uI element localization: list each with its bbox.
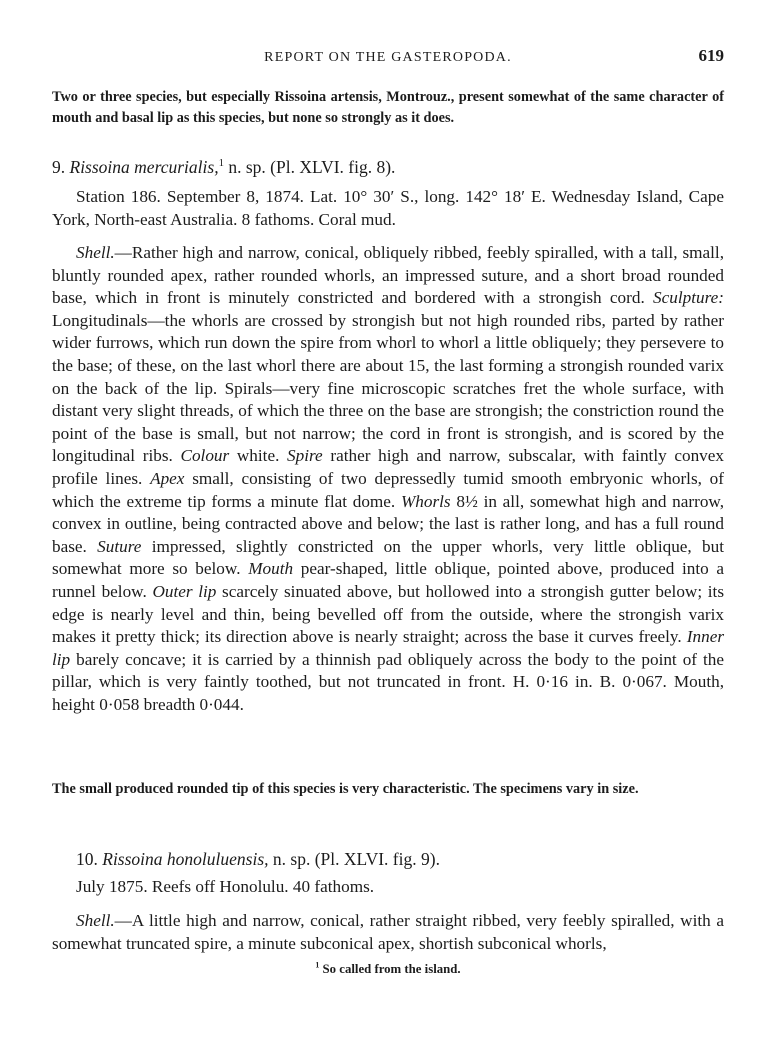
- apex-text: small, consisting of two depressedly tumid smooth embryonic whorls, of which the extreme tip forms a minute flat dome.: [52, 468, 725, 511]
- shell-text-10: —A little high and narrow, conical, rather straight ribbed, very feebly spiralled, with a somewhat truncated spire, a minute subconical apex, shortish subconical whorls,: [52, 911, 724, 953]
- footnote: [0, 962, 776, 977]
- page-header: [0, 46, 776, 72]
- species-10-heading: [76, 848, 724, 871]
- mouth-text: pear-shaped, little oblique, pointed above, produced into a runnel below.: [52, 559, 725, 601]
- inner-lip-label: Inner lip: [52, 627, 725, 669]
- apex-label: Apex: [150, 468, 185, 488]
- species-10-station: July 1875. Reefs off Honolulu. 40 fathoms.: [76, 877, 375, 896]
- species-10-ref: n. sp. (Pl. XLVI. fig. 9).: [268, 849, 440, 869]
- species-10-name: Rissoina honoluluensis,: [102, 849, 269, 869]
- species-9-description: [52, 242, 724, 716]
- outer-lip-label: Outer lip: [152, 581, 217, 601]
- running-head: REPORT ON THE GASTEROPODA.: [264, 50, 512, 65]
- mouth-label: Mouth: [248, 559, 294, 579]
- species-9-note: The small produced rounded tip of this species is very characteristic. The specimens vary in size.: [52, 781, 639, 797]
- shell-label: Shell.: [76, 243, 115, 262]
- page-number: 619: [698, 46, 724, 65]
- species-9-number: 9.: [52, 157, 66, 177]
- whorls-text: 8½ in all, somewhat high and narrow, convex in outline, being contracted above and below; the last is rather long, and has a full round base.: [52, 491, 725, 556]
- shell-label-10: Shell.: [76, 911, 115, 930]
- species-10-description: [52, 910, 724, 955]
- colour-label: Colour: [180, 446, 230, 466]
- footnote-mark: 1: [315, 960, 320, 970]
- whorls-label: Whorls: [400, 491, 451, 511]
- species-9-name: Rissoina mercurialis,: [69, 157, 219, 177]
- species-10-number: 10.: [76, 849, 98, 869]
- suture-text: impressed, slightly constricted on the upper whorls, very little oblique, but somewhat more so below.: [52, 536, 725, 579]
- spire-text: rather high and narrow, subscalar, with faintly convex profile lines.: [52, 446, 724, 488]
- shell-text: —Rather high and narrow, conical, obliquely ribbed, feebly spiralled, with a tall, small, bluntly rounded apex, rather rounded whorls, an impressed suture, and a short broad rounded base, which in front is minutely constricted and bordered with a strongish cord.: [52, 243, 724, 308]
- species-9-station: Station 186. September 8, 1874. Lat. 10° 30′ S., long. 142° 18′ E. Wednesday Island, Cape York, North-east Australia. 8 fathoms. Coral mud.: [52, 187, 724, 229]
- footnote-ref: 1: [218, 157, 224, 170]
- sculpture-label: Sculpture:: [653, 288, 725, 308]
- sculpture-text: Longitudinals—the whorls are crossed by strongish but not high rounded ribs, parted by rather wider furrows, which run down the spire from whorl to whorl a little obliquely; they persevere to the base; of these, on the last whorl there are about 15, the last forming a strongish rounded varix on the back of the lip. Spirals—very fine microscopic scratches fret the whole surface, with distant very slight threads, of which the three on the base are strongish; the constriction round the point of the base is small, but not narrow; the cord in front is strongish, and is scored by the longitudinal ribs.: [52, 310, 724, 466]
- suture-label: Suture: [97, 536, 142, 556]
- footnote-text: So called from the island.: [322, 962, 461, 976]
- inner-lip-text: barely concave; it is carried by a thinnish pad obliquely across the body to the point of the pillar, which is very faintly toothed, but not truncated in front. H. 0·16 in. B. 0·067. Mouth, height 0·058 breadth 0·044.: [52, 649, 725, 714]
- spire-label: Spire: [287, 446, 323, 466]
- colour-text: white.: [236, 446, 280, 466]
- species-9-heading: [52, 156, 724, 179]
- outer-lip-text: scarcely sinuated above, but hollowed into a strongish gutter below; its edge is nearly level and thin, being bevelled off from the outside, where the strongish varix makes it pretty thick; its direction above is nearly straight; across the base it curves freely.: [52, 581, 725, 647]
- species-9-ref: n. sp. (Pl. XLVI. fig. 8).: [224, 157, 396, 177]
- intro-note: Two or three species, but especially Rissoina artensis, Montrouz., present somewhat of the same character of mouth and basal lip as this species, but none so strongly as it does.: [52, 89, 724, 126]
